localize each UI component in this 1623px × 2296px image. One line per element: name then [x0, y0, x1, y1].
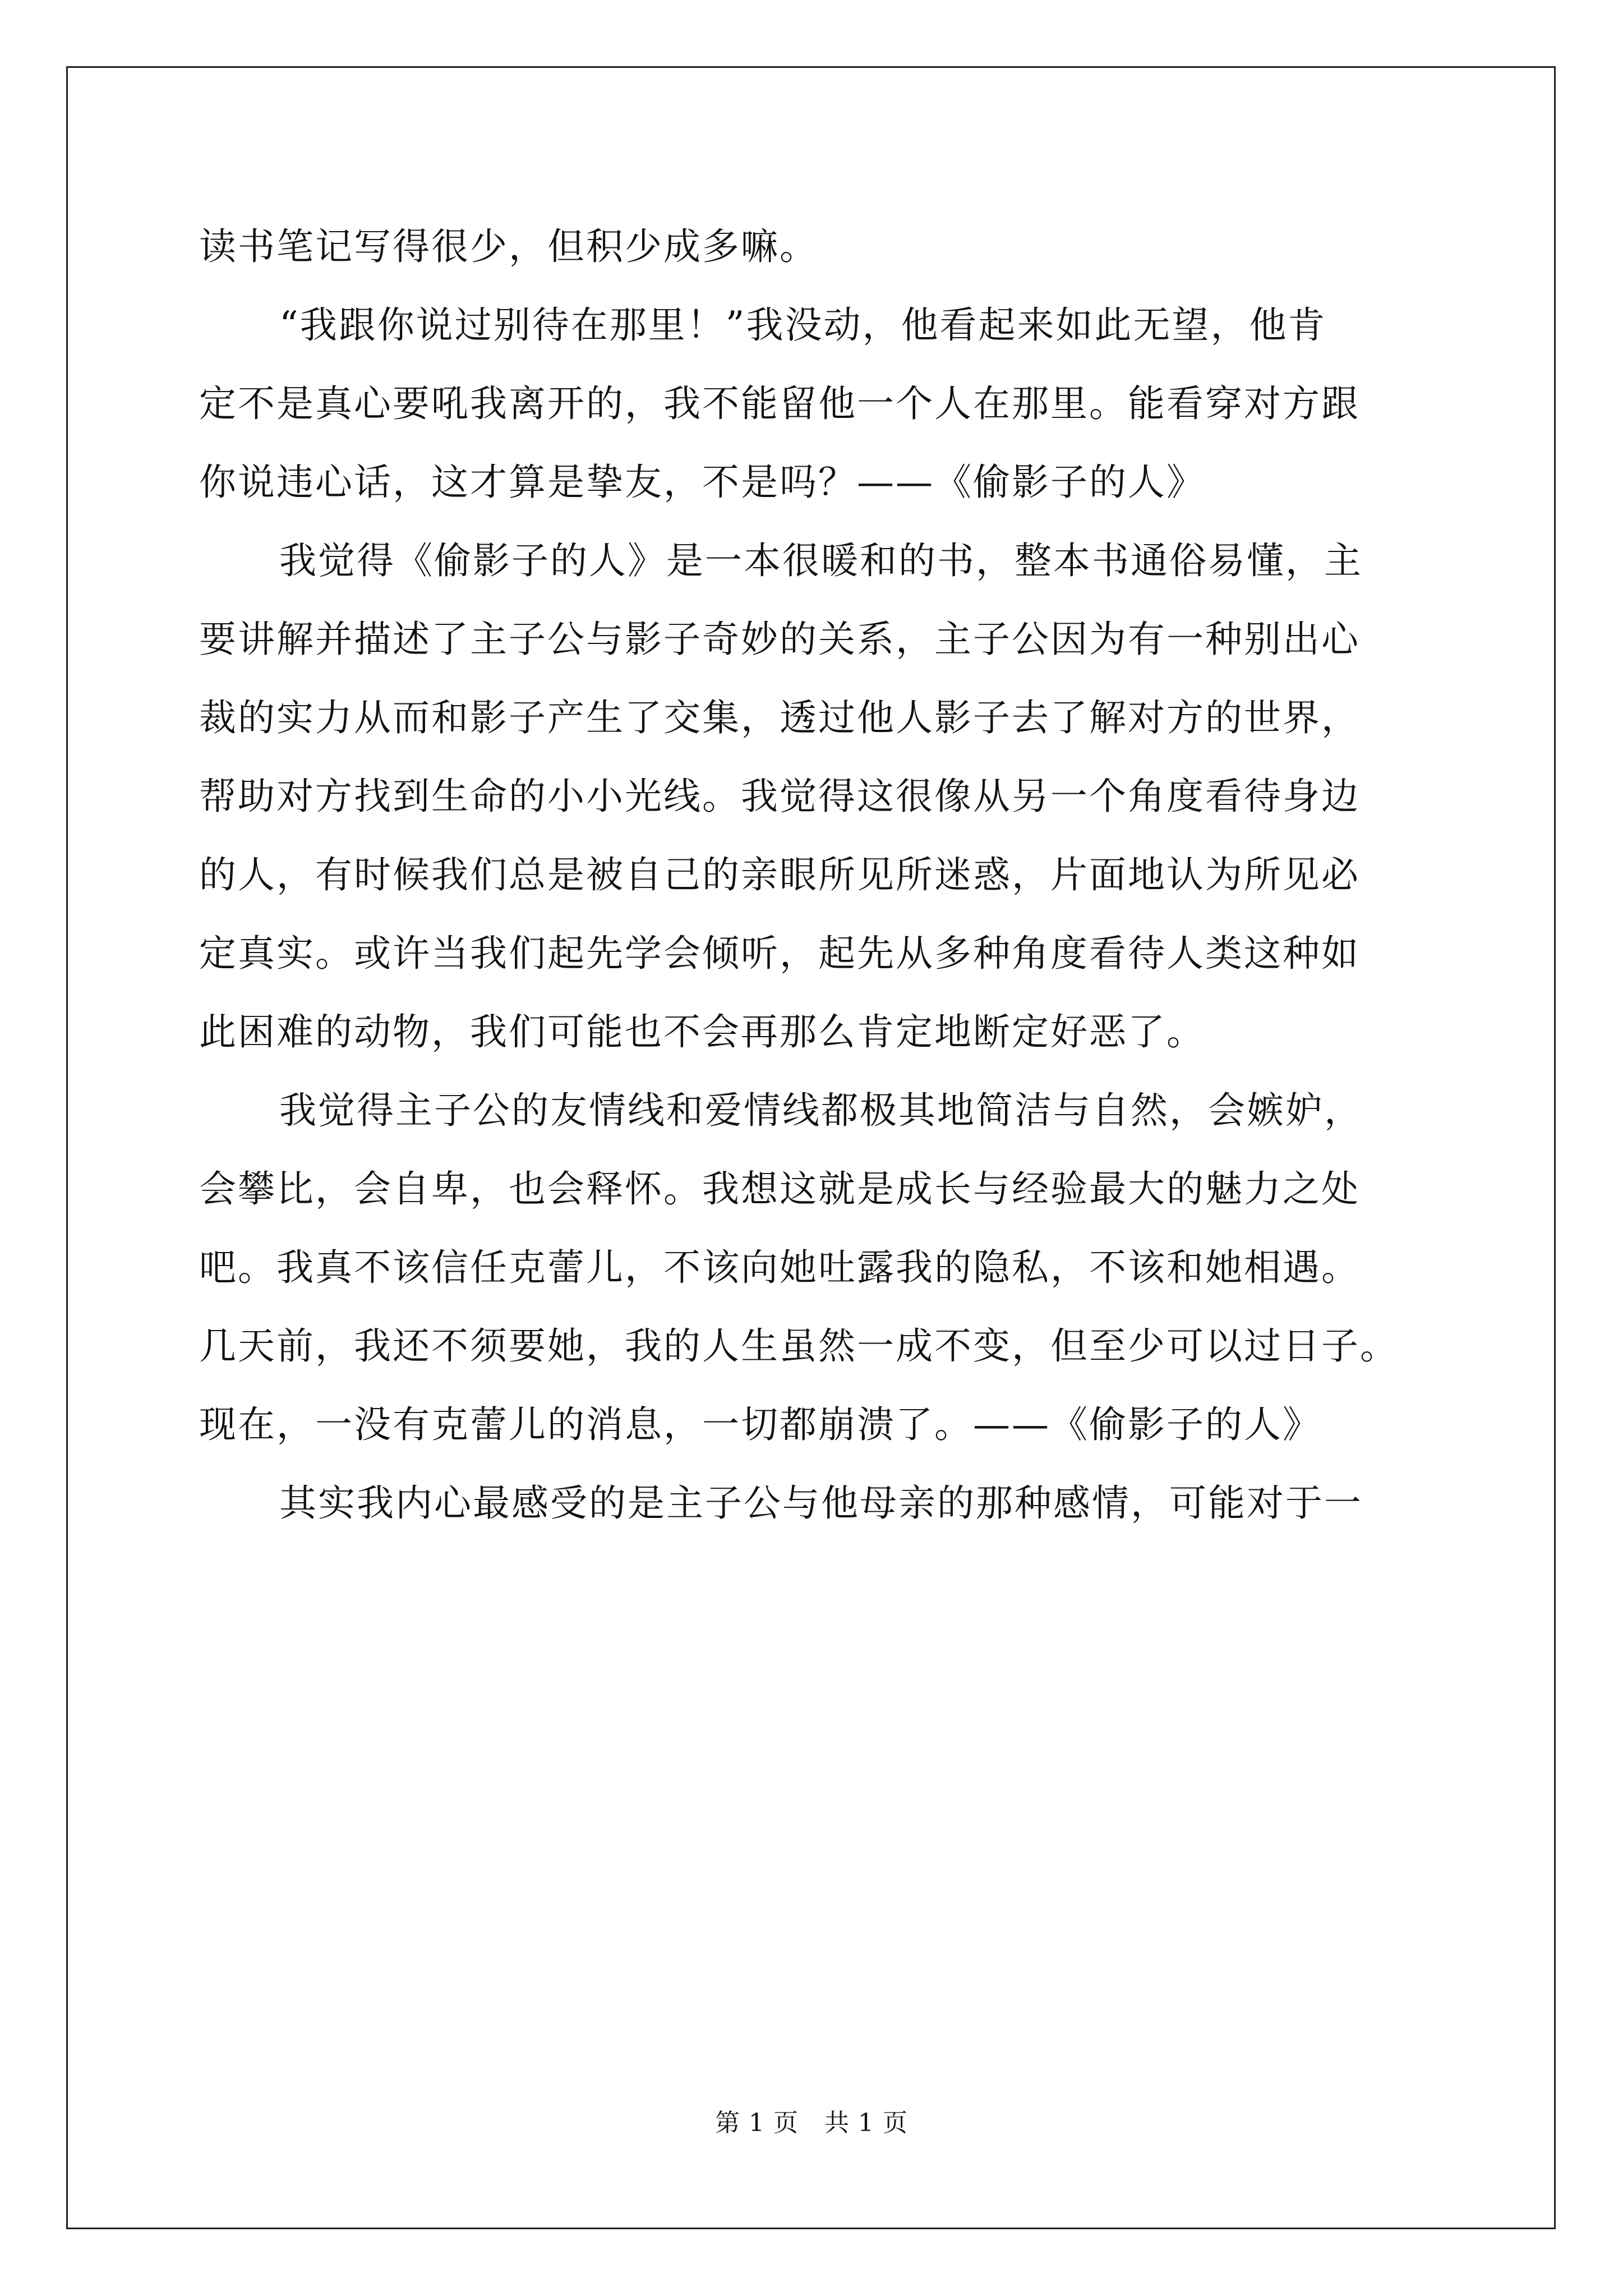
text-line: 此困难的动物，我们可能也不会再那么肯定地断定好恶了。	[199, 1010, 1205, 1053]
page-footer	[0, 2102, 1623, 2138]
text-line: 你说违心话，这才算是挚友，不是吗？——《偷影子的人》	[199, 461, 1205, 504]
text-line: 几天前，我还不须要她，我的人生虽然一成不变，但至少可以过日子。	[199, 1324, 1399, 1368]
document-body	[199, 208, 1433, 1543]
text-line: 要讲解并描述了主子公与影子奇妙的关系，主子公因为有一种别出心	[199, 618, 1360, 661]
text-line: 帮助对方找到生命的小小光线。我觉得这很像从另一个角度看待身边	[199, 775, 1360, 818]
text-line: 的人，有时候我们总是被自己的亲眼所见所迷惑，片面地认为所见必	[199, 853, 1360, 896]
text-line: 会攀比，会自卑，也会释怀。我想这就是成长与经验最大的魅力之处	[199, 1167, 1360, 1211]
text-line: 定真实。或许当我们起先学会倾听，起先从多种角度看待人类这种如	[199, 932, 1360, 975]
text-line: 裁的实力从而和影子产生了交集，透过他人影子去了解对方的世界，	[199, 696, 1360, 739]
text-line: 定不是真心要吼我离开的，我不能留他一个人在那里。能看穿对方跟	[199, 382, 1360, 425]
text-line: 我觉得主子公的友情线和爱情线都极其地简洁与自然，会嫉妒，	[279, 1089, 1363, 1132]
text-line: 现在，一没有克蕾儿的消息，一切都崩溃了。——《偷影子的人》	[199, 1403, 1321, 1446]
text-line: 读书笔记写得很少，但积少成多嘛。	[199, 225, 818, 268]
text-line: “我跟你说过别待在那里！”我没动，他看起来如此无望，他肯	[279, 303, 1327, 347]
page-total: 共 1 页	[824, 2109, 908, 2137]
page-number: 第 1 页	[715, 2109, 799, 2137]
text-line: 吧。我真不该信任克蕾儿，不该向她吐露我的隐私，不该和她相遇。	[199, 1246, 1360, 1289]
text-line: 其实我内心最感受的是主子公与他母亲的那种感情，可能对于一	[279, 1481, 1363, 1525]
text-line: 我觉得《偷影子的人》是一本很暖和的书，整本书通俗易懂，主	[279, 539, 1363, 582]
